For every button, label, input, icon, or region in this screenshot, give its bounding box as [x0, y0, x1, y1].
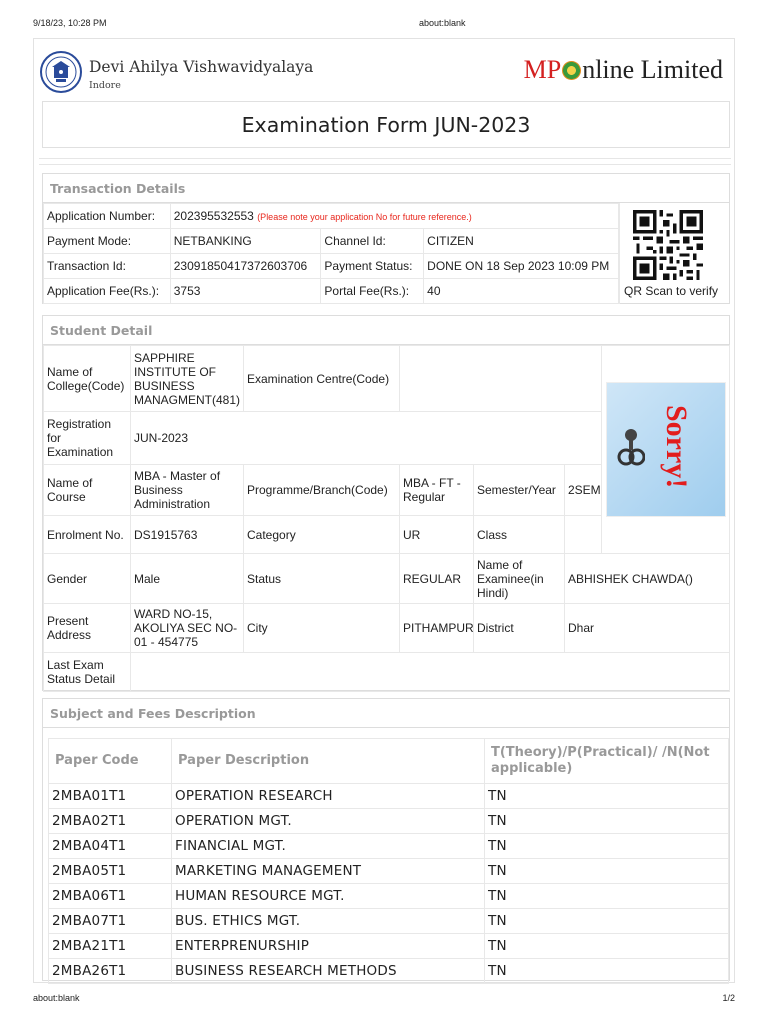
paper-description: ENTERPRENURSHIP: [172, 934, 485, 959]
paper-description: BUS. ETHICS MGT.: [172, 909, 485, 934]
examinee-label: Name of Examinee(in Hindi): [474, 554, 565, 604]
enrolment-value: DS1915763: [131, 516, 244, 554]
qr-verify-box: [618, 203, 729, 304]
course-label: Name of Course: [44, 465, 131, 516]
table-row: [49, 934, 729, 959]
handcuffs-icon: [617, 423, 645, 473]
divider: [39, 158, 731, 159]
gender-value: Male: [131, 554, 244, 604]
category-label: Category: [244, 516, 400, 554]
semester-value: 2SEM: [565, 465, 602, 516]
print-datetime: 9/18/23, 10:28 PM: [33, 18, 107, 28]
transaction-id: 23091850417372603706: [170, 254, 321, 279]
address-value: WARD NO-15, AKOLIYA SEC NO-01 - 454775: [131, 604, 244, 653]
paper-type: TN: [485, 909, 729, 934]
table-row: [49, 834, 729, 859]
table-row: [44, 204, 620, 229]
district-label: District: [474, 604, 565, 653]
registration-label: Registration for Examination: [44, 412, 131, 465]
paper-type: TN: [485, 859, 729, 884]
student-detail-panel: [42, 315, 730, 691]
paper-code: 2MBA04T1: [49, 834, 172, 859]
qr-code-icon[interactable]: [633, 210, 703, 280]
course-value: MBA - Master of Business Administration: [131, 465, 244, 516]
mponline-emblem-icon: [562, 61, 581, 80]
table-row: [49, 909, 729, 934]
last-exam-label: Last Exam Status Detail: [44, 653, 131, 692]
print-header: [33, 18, 735, 30]
qr-scan-label: QR Scan to verify: [624, 284, 719, 298]
subject-fees-panel: [42, 698, 730, 981]
print-footer: [33, 993, 735, 1005]
gender-label: Gender: [44, 554, 131, 604]
application-number: 202395532553: [173, 209, 254, 223]
application-note: (Please note your application No for future reference.): [257, 212, 472, 222]
paper-type: TN: [485, 784, 729, 809]
payment-mode-label: Payment Mode:: [44, 229, 171, 254]
paper-type: TN: [485, 959, 729, 984]
class-label: Class: [474, 516, 565, 554]
paper-description: BUSINESS RESEARCH METHODS: [172, 959, 485, 984]
payment-mode: NETBANKING: [170, 229, 321, 254]
form-title-box: [42, 101, 730, 148]
photo-placeholder-text: Sorry!: [659, 405, 693, 489]
class-value: [565, 516, 602, 554]
table-row: [49, 859, 729, 884]
payment-status-label: Payment Status:: [321, 254, 424, 279]
transaction-details-panel: [42, 173, 730, 304]
paper-code-header: Paper Code: [49, 739, 172, 784]
paper-code: 2MBA02T1: [49, 809, 172, 834]
category-value: UR: [400, 516, 474, 554]
paper-code: 2MBA21T1: [49, 934, 172, 959]
college-label: Name of College(Code): [44, 346, 131, 412]
programme-label: Programme/Branch(Code): [244, 465, 400, 516]
paper-type: TN: [485, 934, 729, 959]
print-footer-url: about:blank: [33, 993, 80, 1003]
paper-description: OPERATION MGT.: [172, 809, 485, 834]
photo-cell: [602, 346, 730, 554]
exam-centre-label: Examination Centre(Code): [244, 346, 400, 412]
last-exam-value: [131, 653, 730, 692]
paper-type-header: T(Theory)/P(Practical)/ /N(Not applicable): [485, 739, 729, 784]
paper-description: FINANCIAL MGT.: [172, 834, 485, 859]
portal-fee-label: Portal Fee(Rs.):: [321, 279, 424, 304]
paper-type: TN: [485, 884, 729, 909]
subject-table-header: [49, 739, 729, 784]
table-row: [49, 784, 729, 809]
college-value: SAPPHIRE INSTITUTE OF BUSINESS MANAGMENT(481): [131, 346, 244, 412]
transaction-details-heading: Transaction Details: [43, 174, 729, 203]
channel-id: CITIZEN: [424, 229, 620, 254]
table-row: [44, 346, 730, 412]
print-page-number: 1/2: [722, 993, 735, 1003]
university-name: Devi Ahilya Vishwavidyalaya: [89, 58, 314, 76]
district-value: Dhar: [565, 604, 730, 653]
table-row: [44, 604, 730, 653]
payment-status: DONE ON 18 Sep 2023 10:09 PM: [424, 254, 620, 279]
application-number-label: Application Number:: [44, 204, 171, 229]
mponline-logo: MP nline Limited: [523, 55, 723, 84]
paper-description: OPERATION RESEARCH: [172, 784, 485, 809]
status-label: Status: [244, 554, 400, 604]
registration-value: JUN-2023: [131, 412, 602, 465]
city-label: City: [244, 604, 400, 653]
semester-label: Semester/Year: [474, 465, 565, 516]
paper-description: MARKETING MANAGEMENT: [172, 859, 485, 884]
status-value: REGULAR: [400, 554, 474, 604]
channel-id-label: Channel Id:: [321, 229, 424, 254]
divider: [39, 164, 731, 165]
portal-fee: 40: [424, 279, 620, 304]
exam-centre-value: [400, 346, 602, 412]
table-row: [44, 279, 620, 304]
brand-header: [39, 45, 729, 99]
city-value: PITHAMPUR: [400, 604, 474, 653]
examination-form-page: [33, 38, 735, 983]
table-row: [49, 959, 729, 984]
table-row: [49, 809, 729, 834]
paper-description-header: Paper Description: [172, 739, 485, 784]
examinee-value: ABHISHEK CHAWDA(): [565, 554, 730, 604]
application-fee: 3753: [170, 279, 321, 304]
table-row: [49, 884, 729, 909]
table-row: [44, 554, 730, 604]
paper-code: 2MBA01T1: [49, 784, 172, 809]
student-detail-heading: Student Detail: [43, 316, 729, 345]
paper-code: 2MBA05T1: [49, 859, 172, 884]
enrolment-label: Enrolment No.: [44, 516, 131, 554]
form-title: Examination Form JUN-2023: [241, 113, 531, 137]
paper-code: 2MBA06T1: [49, 884, 172, 909]
paper-code: 2MBA07T1: [49, 909, 172, 934]
address-label: Present Address: [44, 604, 131, 653]
university-seal-icon: [39, 50, 83, 94]
print-page-title: about:blank: [419, 18, 466, 28]
paper-code: 2MBA26T1: [49, 959, 172, 984]
university-city: Indore: [89, 80, 121, 91]
application-number-cell: [170, 204, 619, 229]
transaction-table: [43, 203, 620, 304]
programme-value: MBA - FT - Regular: [400, 465, 474, 516]
subject-fees-heading: Subject and Fees Description: [43, 699, 729, 728]
application-fee-label: Application Fee(Rs.):: [44, 279, 171, 304]
subject-table: [48, 738, 729, 984]
table-row: [44, 653, 730, 692]
paper-type: TN: [485, 809, 729, 834]
transaction-id-label: Transaction Id:: [44, 254, 171, 279]
paper-description: HUMAN RESOURCE MGT.: [172, 884, 485, 909]
table-row: [44, 229, 620, 254]
paper-type: TN: [485, 834, 729, 859]
photo-placeholder-image: [606, 382, 726, 517]
student-detail-table: [43, 345, 730, 692]
table-row: [44, 254, 620, 279]
